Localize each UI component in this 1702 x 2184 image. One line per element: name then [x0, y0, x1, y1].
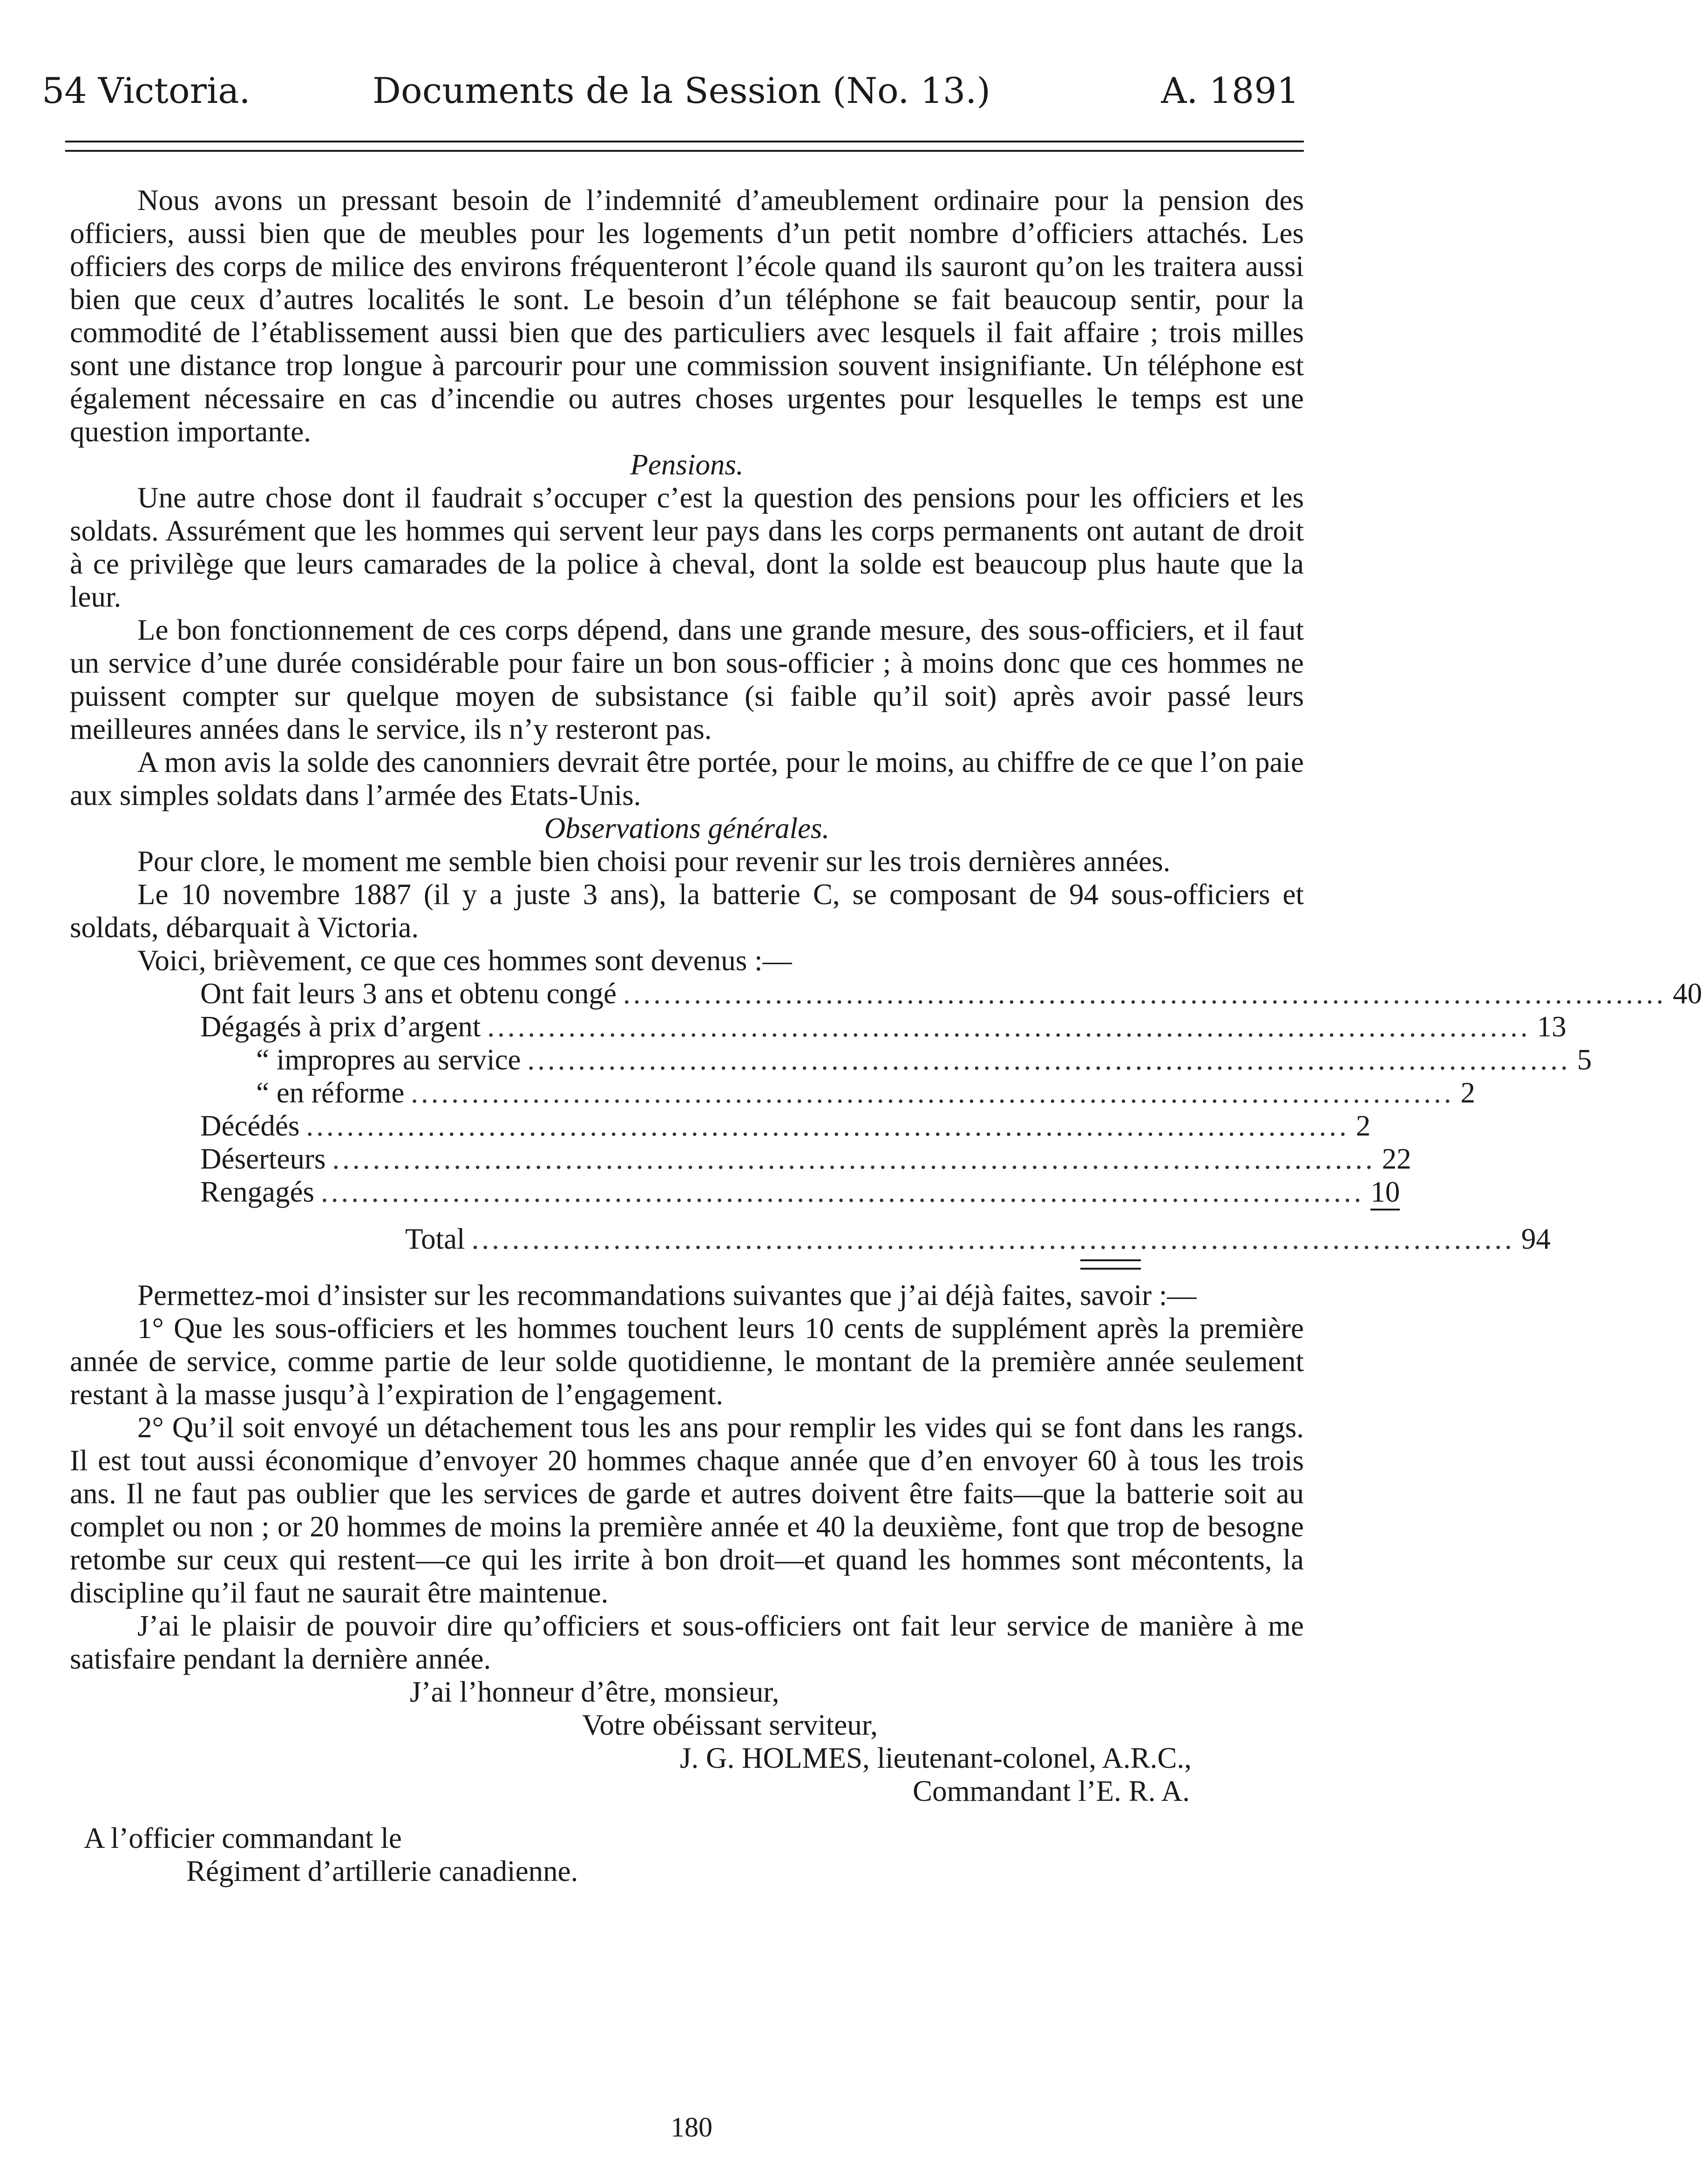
leader-dots: .......................................................................................................	[471, 1223, 1515, 1255]
row-value: 5	[1577, 1043, 1592, 1076]
men-status-table	[200, 977, 1702, 1270]
row-label: Dégagés à prix d’argent	[200, 1010, 481, 1043]
paragraph-recommendation-2: 2° Qu’il soit envoyé un détachement tous les ans pour remplir les vides qui se font dans les rangs. Il est tout aussi économique d’envoyer 20 hommes chaque année que d’en envoyer 60 à tous les trois ans. Il ne faut pas oublier que les services de garde et autres doivent être faits—que la batterie soit au complet ou non ; or 20 hommes de moins la première année et 40 la deuxième, font que trop de besogne retombe sur ceux qui restent—ce qui les irrite à bon droit—et quand les hommes sont mécontents, la discipline qu’il faut ne saurait être maintenue.	[70, 1411, 1304, 1609]
row-label: Déserteurs	[200, 1143, 326, 1175]
table-row	[200, 1109, 1371, 1143]
paragraph-plaisir: J’ai le plaisir de pouvoir dire qu’officiers et sous-officiers ont fait leur service de manière à me satisfaire pendant la dernière année.	[70, 1609, 1304, 1675]
header-left: 54 Victoria.	[42, 70, 251, 111]
addressee-line-2: Régiment d’artillerie canadienne.	[186, 1855, 578, 1887]
section-heading-observations: Observations générales.	[544, 812, 830, 845]
section-heading-pensions: Pensions.	[630, 448, 744, 481]
table-total-row	[200, 1223, 1551, 1256]
paragraph-pour-clore: Pour clore, le moment me semble bien choisi pour revenir sur les trois dernières années.	[137, 845, 1171, 878]
total-value: 94	[1521, 1223, 1551, 1255]
leader-dots: .......................................................................................................	[320, 1176, 1364, 1208]
header-rule-top	[65, 141, 1304, 142]
row-value: 40	[1673, 977, 1702, 1010]
total-double-rule	[1080, 1259, 1141, 1270]
paragraph-pensions: Une autre chose dont il faudrait s’occuper c’est la question des pensions pour les officiers et les soldats. Assurément que les hommes qui servent leur pays dans les corps permanents ont autant de droit à ce privilège que leurs camarades de la police à cheval, dont la solde est beaucoup plus haute que la leur.	[70, 481, 1304, 613]
row-value: 2	[1356, 1109, 1371, 1142]
signature-title: Commandant l’E. R. A.	[913, 1775, 1190, 1807]
header-center: Documents de la Session (No. 13.)	[373, 70, 991, 111]
leader-dots: .......................................................................................................	[411, 1076, 1454, 1109]
table-row	[200, 977, 1702, 1010]
paragraph-sous-officiers: Le bon fonctionnement de ces corps dépend, dans une grande mesure, des sous-officiers, et il faut un service d’une durée considérable pour faire un bon sous-officier ; à moins donc que ces hommes ne puissent compter sur quelque moyen de subsistance (si faible qu’il soit) après avoir passé leurs meilleures années dans le service, ils n’y resteront pas.	[70, 614, 1304, 745]
table-row	[200, 1143, 1411, 1176]
total-label: Total	[405, 1223, 465, 1255]
signoff-serviteur: Votre obéissant serviteur,	[582, 1709, 878, 1741]
table-row	[200, 1176, 1400, 1209]
paragraph-solde: A mon avis la solde des canonniers devrait être portée, pour le moins, au chiffre de ce que l’on paie aux simples soldats dans l’armée des Etats-Unis.	[70, 746, 1304, 811]
addressee-line-1: A l’officier commandant le	[84, 1822, 402, 1854]
row-label: Ont fait leurs 3 ans et obtenu congé	[200, 977, 617, 1010]
paragraph-recommendation-1: 1° Que les sous-officiers et les hommes touchent leurs 10 cents de supplément après la première année de service, comme partie de leur solde quotidienne, le montant de la première année seulement restant à la masse jusqu’à l’expiration de l’engagement.	[70, 1312, 1304, 1411]
table-row	[200, 1010, 1566, 1043]
leader-dots: .......................................................................................................	[332, 1143, 1376, 1175]
page-header	[42, 65, 1299, 116]
leader-dots: .......................................................................................................	[623, 977, 1667, 1010]
row-label: Rengagés	[200, 1176, 314, 1208]
row-value: 10	[1370, 1176, 1400, 1210]
page-number: 180	[671, 2112, 712, 2143]
signoff-honneur: J’ai l’honneur d’être, monsieur,	[410, 1676, 780, 1708]
row-value: 13	[1537, 1010, 1566, 1043]
signature-name: J. G. HOLMES, lieutenant-colonel, A.R.C.,	[680, 1742, 1192, 1774]
table-row	[200, 1043, 1592, 1076]
leader-dots: .......................................................................................................	[487, 1010, 1531, 1043]
paragraph-permettez: Permettez-moi d’insister sur les recommandations suivantes que j’ai déjà faites, savoir :—	[137, 1279, 1197, 1312]
table-row	[200, 1076, 1476, 1109]
header-right: A. 1891	[1161, 70, 1299, 111]
paragraph-batterie: Le 10 novembre 1887 (il y a juste 3 ans), la batterie C, se composant de 94 sous-officiers et soldats, débarquait à Victoria.	[70, 878, 1304, 944]
row-label: “ impropres au service	[256, 1043, 521, 1076]
header-rule-bottom	[65, 150, 1304, 152]
row-value: 22	[1382, 1143, 1411, 1175]
row-value: 2	[1460, 1076, 1476, 1109]
document-body	[70, 184, 1702, 1888]
leader-dots: .......................................................................................................	[306, 1109, 1349, 1142]
paragraph-voici: Voici, brièvement, ce que ces hommes sont devenus :—	[137, 944, 792, 977]
row-label: “ en réforme	[256, 1076, 405, 1109]
leader-dots: .......................................................................................................	[527, 1043, 1571, 1076]
paragraph-furniture: Nous avons un pressant besoin de l’indemnité d’ameublement ordinaire pour la pension des officiers, aussi bien que de meubles pour les logements d’un petit nombre d’officiers attachés. Les officiers des corps de milice des environs fréquenteront l’école quand ils sauront qu’on les traitera aussi bien que ceux d’autres localités le sont. Le besoin d’un téléphone se fait beaucoup sentir, pour la commodité de l’établissement aussi bien que des particuliers avec lesquels il fait affaire ; trois milles sont une distance trop longue à parcourir pour une commission souvent insignifiante. Un téléphone est également nécessaire en cas d’incendie ou autres choses urgentes pour lesquelles le temps est une question importante.	[70, 184, 1304, 448]
row-label: Décédés	[200, 1109, 300, 1142]
addressee-block	[70, 1822, 1304, 1888]
